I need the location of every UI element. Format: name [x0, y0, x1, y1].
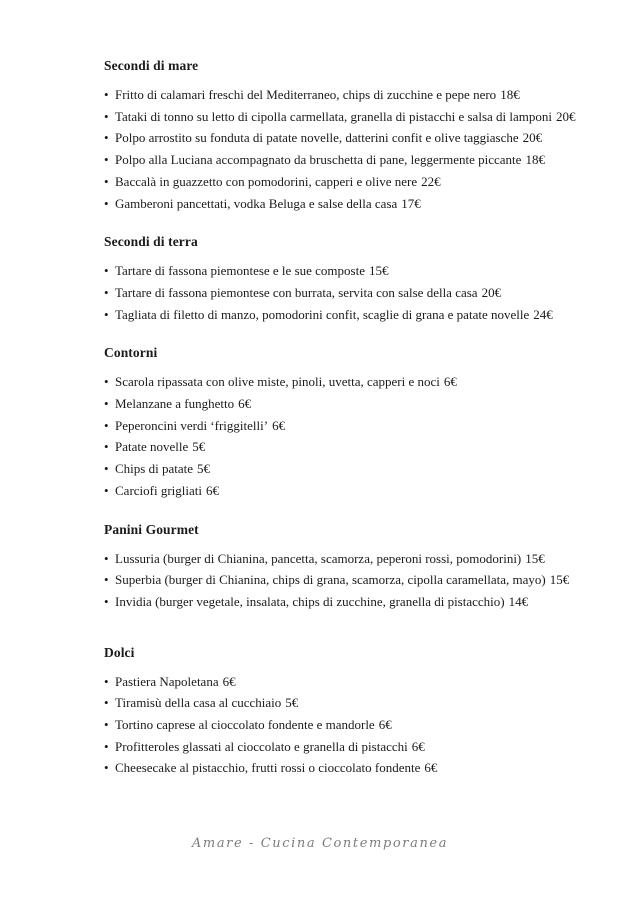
item-name: Tagliata di filetto di manzo, pomodorini confit, scaglie di grana e patate novelle: [115, 306, 530, 322]
item-price: 18€: [525, 152, 545, 168]
item-price: 24€: [533, 306, 553, 322]
item-price: 20€: [522, 130, 543, 146]
menu-item: [104, 714, 570, 736]
item-price: 6€: [206, 482, 220, 498]
item-price: 6€: [411, 738, 425, 754]
section-title: Secondi di terra: [104, 234, 198, 250]
item-price: 17€: [401, 195, 421, 211]
item-name: Tortino caprese al cioccolato fondente e mandorle: [115, 717, 375, 733]
item-price: 18€: [500, 87, 520, 102]
item-name: Chips di patate: [115, 461, 193, 477]
item-name: Carciofi grigliati: [115, 482, 203, 498]
menu-item: [104, 415, 570, 437]
item-price: 5€: [192, 439, 206, 455]
item-price: 6€: [378, 717, 392, 733]
menu-item: [104, 458, 570, 480]
menu-item: [104, 480, 570, 502]
item-price: 5€: [197, 461, 210, 477]
menu-item: [104, 106, 576, 128]
section-panini-gourmet: [104, 522, 570, 613]
item-price: 22€: [421, 173, 441, 189]
menu-item: [104, 591, 570, 613]
menu-item: [104, 371, 570, 393]
item-price: 6€: [272, 417, 286, 433]
section-items: [104, 260, 570, 325]
item-price: 15€: [368, 263, 389, 279]
item-price: 6€: [424, 760, 438, 776]
menu-item: [104, 393, 570, 415]
menu-item: [104, 193, 570, 215]
item-price: 20€: [481, 284, 502, 300]
item-name: Tataki di tonno su letto di cipolla carmellata, granella di pistacchi e salsa di lamponi: [115, 108, 552, 124]
section-secondi-di-terra: [104, 234, 570, 325]
section-items: [104, 671, 570, 780]
item-price: 6€: [443, 374, 457, 390]
item-name: Lussuria (burger di Chianina, pancetta, scamorza, peperoni rossi, pomodorini): [115, 550, 522, 566]
section-items: [104, 371, 570, 501]
item-name: Gamberoni pancettati, vodka Beluga e salse della casa: [115, 195, 398, 211]
item-name: Tiramisù della casa al cucchiaio: [115, 695, 282, 711]
item-price: 6€: [238, 396, 252, 412]
item-price: 6€: [222, 673, 236, 689]
item-name: Melanzane a funghetto: [115, 396, 235, 412]
menu-item: [104, 436, 570, 458]
menu-item: [104, 149, 570, 171]
menu-item: [104, 304, 570, 326]
menu-item: [104, 671, 570, 693]
menu-item: [104, 736, 570, 758]
menu-item: [104, 548, 570, 570]
item-price: 14€: [508, 593, 529, 609]
item-name: Invidia (burger vegetale, insalata, chips di zucchine, granella di pistacchio): [115, 593, 505, 609]
item-name: Scarola ripassata con olive miste, pinoli, uvetta, capperi e noci: [115, 374, 440, 390]
menu-item: [104, 171, 570, 193]
menu-item: [104, 282, 570, 304]
section-dolci: [104, 645, 570, 780]
section-contorni: [104, 345, 570, 501]
section-secondi-di-mare: [104, 58, 576, 214]
menu-item: [104, 692, 570, 714]
section-items: [104, 84, 576, 214]
menu-item: [104, 127, 570, 149]
item-name: Tartare di fassona piemontese con burrata, servita con salse della casa: [115, 284, 478, 300]
item-name: Pastiera Napoletana: [115, 673, 219, 689]
item-name: Superbia (burger di Chianina, chips di grana, scamorza, cipolla caramellata, mayo): [115, 572, 546, 588]
item-name: Polpo alla Luciana accompagnato da bruschetta di pane, leggermente piccante: [115, 152, 522, 168]
item-price: 15€: [525, 550, 545, 566]
item-name: Cheesecake al pistacchio, frutti rossi o cioccolato fondente: [115, 760, 421, 776]
item-name: Tartare di fassona piemontese e le sue composte: [115, 263, 365, 279]
menu-item: [104, 757, 570, 779]
item-price: 15€: [549, 572, 570, 588]
section-title: Secondi di mare: [104, 58, 199, 73]
item-price: 20€: [556, 108, 576, 124]
menu-item: [104, 260, 570, 282]
section-title: Contorni: [104, 345, 158, 361]
item-name: Patate novelle: [115, 439, 189, 455]
item-name: Peperoncini verdi ‘friggitelli’: [115, 417, 269, 433]
item-name: Polpo arrostito su fonduta di patate novelle, datterini confit e olive taggiasche: [115, 130, 519, 146]
section-items: [104, 548, 570, 613]
item-name: Baccalà in guazzetto con pomodorini, capperi e olive nere: [115, 173, 418, 189]
restaurant-signature: Amare - Cucina Contemporanea: [191, 836, 449, 851]
section-title: Dolci: [104, 644, 135, 660]
section-title: Panini Gourmet: [104, 521, 199, 537]
menu-item: [104, 84, 570, 106]
item-price: 5€: [285, 695, 299, 711]
item-name: Fritto di calamari freschi del Mediterraneo, chips di zucchine e pepe nero: [115, 87, 497, 102]
menu-item: [104, 569, 570, 591]
item-name: Profitteroles glassati al cioccolato e granella di pistacchi: [115, 738, 408, 754]
